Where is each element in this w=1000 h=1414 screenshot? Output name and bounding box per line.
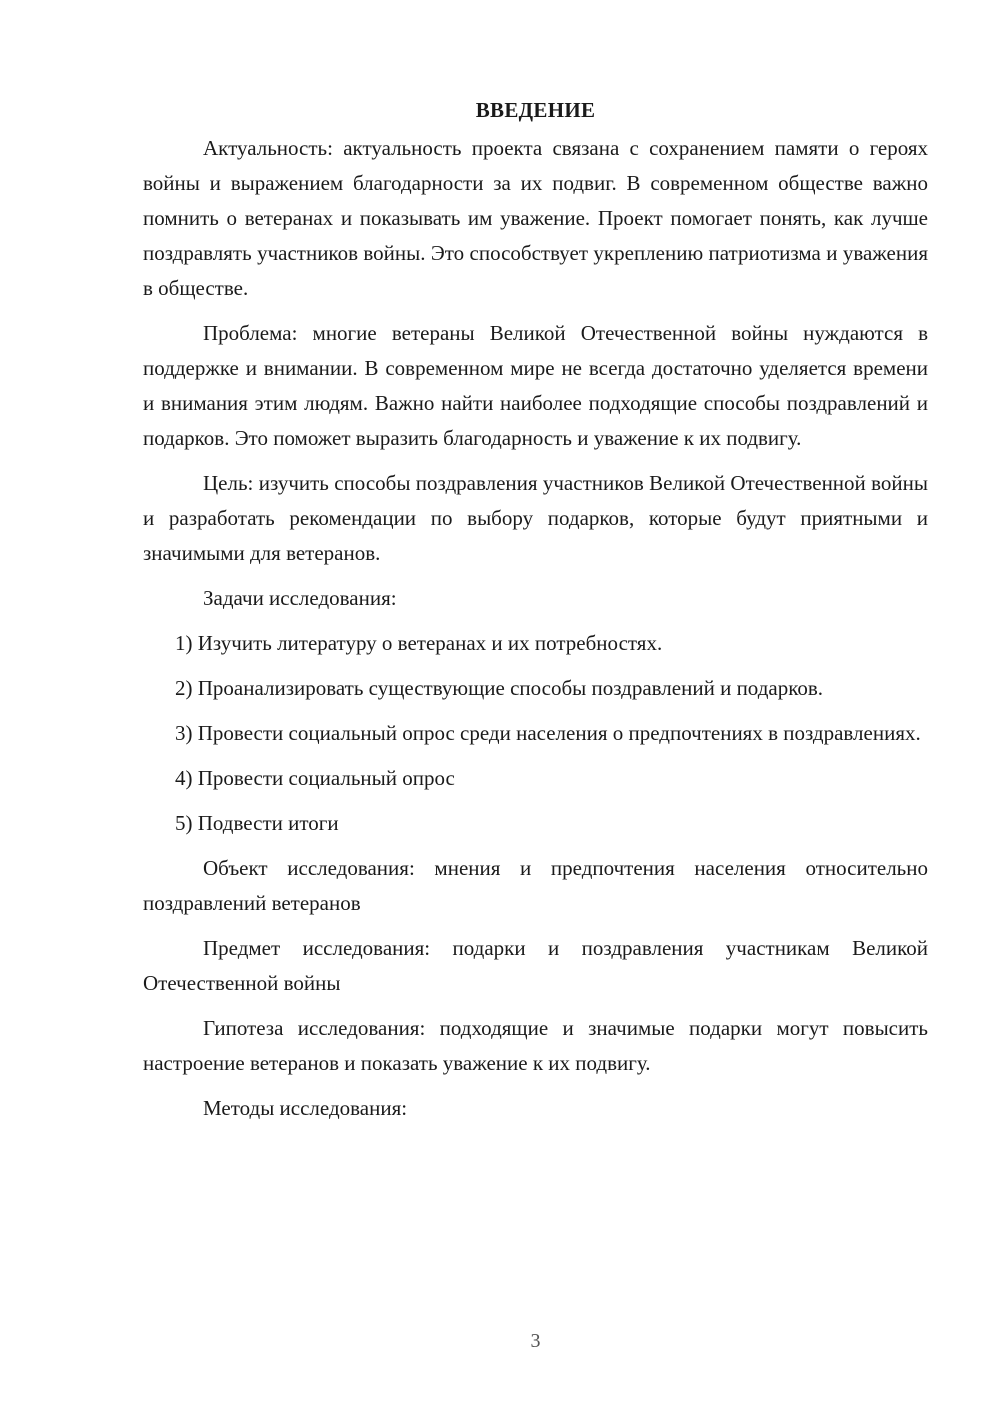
section-title: ВВЕДЕНИЕ <box>475 98 596 122</box>
task-item-1: 1) Изучить литературу о ветеранах и их потребностях. <box>175 631 663 655</box>
page-number: 3 <box>530 1330 541 1352</box>
task-item-5: 5) Подвести итоги <box>175 811 339 835</box>
paragraph-hypothesis: Гипотеза исследования: подходящие и значимые подарки могут повысить настроение ветеранов и показать уважение к их подвигу. <box>143 1016 928 1075</box>
task-item-4: 4) Провести социальный опрос <box>175 766 455 790</box>
document-page <box>143 93 928 1136</box>
paragraph-tasks-heading: Задачи исследования: <box>203 586 397 610</box>
paragraph-goal: Цель: изучить способы поздравления участников Великой Отечественной войны и разработать рекомендации по выбору подарков, которые будут приятными и значимыми для ветеранов. <box>143 471 928 565</box>
paragraph-methods: Методы исследования: <box>203 1096 408 1120</box>
task-item-2: 2) Проанализировать существующие способы поздравлений и подарков. <box>175 676 824 700</box>
task-item-3: 3) Провести социальный опрос среди населения о предпочтениях в поздравлениях. <box>175 721 921 745</box>
paragraph-object: Объект исследования: мнения и предпочтения населения относительно поздравлений ветеранов <box>143 856 928 915</box>
paragraph-subject: Предмет исследования: подарки и поздравления участникам Великой Отечественной войны <box>143 936 928 995</box>
paragraph-problem: Проблема: многие ветераны Великой Отечественной войны нуждаются в поддержке и внимании. В современном мире не всегда достаточно уделяется времени и внимания этим людям. Важно найти наиболее подходящие способы поздравлений и подарков. Это поможет выразить благодарность и уважение к их подвигу. <box>143 321 928 450</box>
paragraph-relevance: Актуальность: актуальность проекта связана с сохранением памяти о героях войны и выражением благодарности за их подвиг. В современном обществе важно помнить о ветеранах и показывать им уважение. Проект помогает понять, как лучше поздравлять участников войны. Это способствует укреплению патриотизма и уважения в обществе. <box>143 136 928 300</box>
